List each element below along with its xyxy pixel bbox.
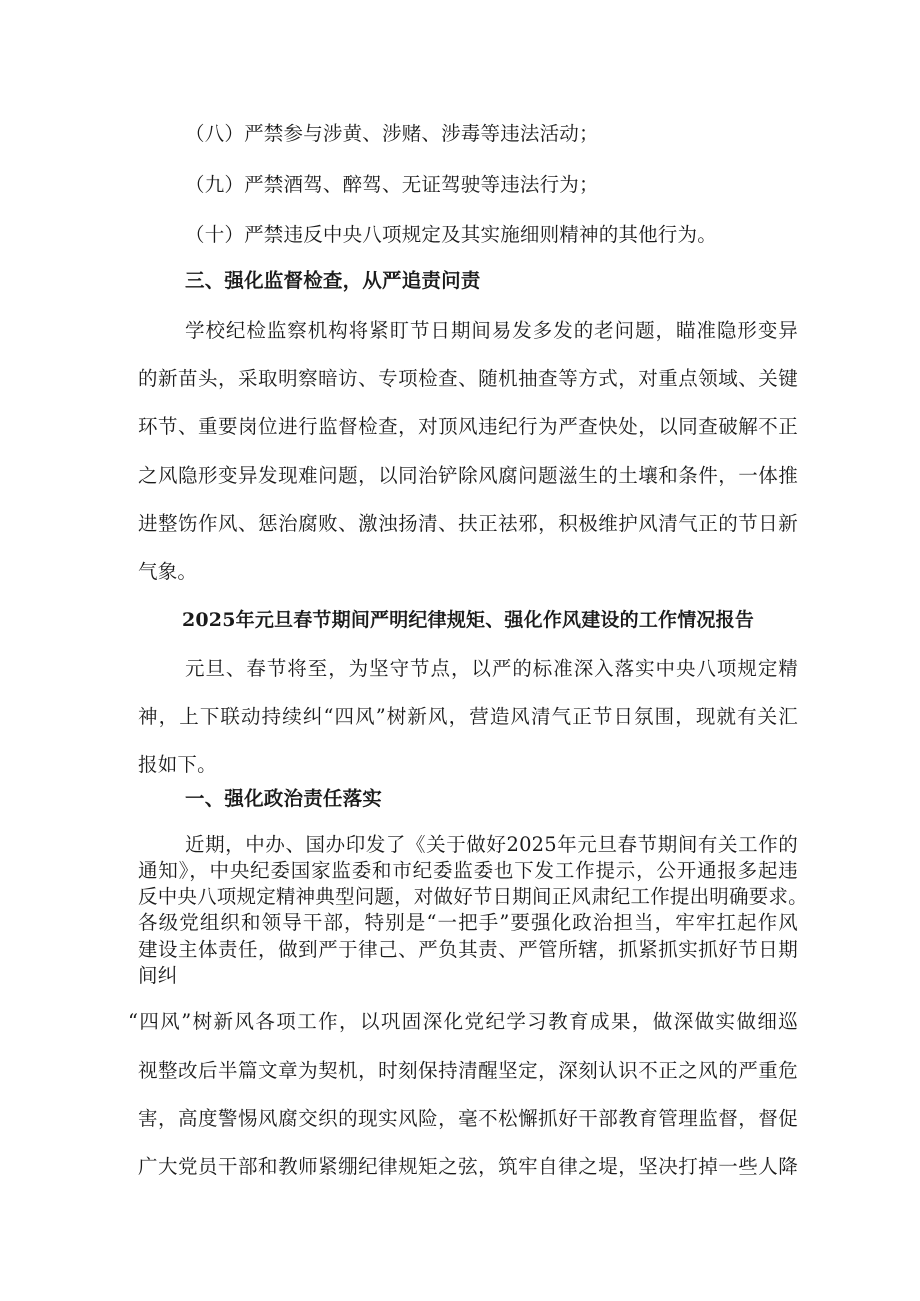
list-item: （十）严禁违反中央八项规定及其实施细则精神的其他行为。 — [185, 223, 717, 246]
paragraph-line: 间纠 — [138, 964, 178, 987]
paragraph-line: 视整改后半篇文章为契机，时刻保持清醒坚定，深刻认识不正之风的严重危 — [138, 1059, 798, 1082]
report-title: 2025年元旦春节期间严明纪律规矩、强化作风建设的工作情况报告 — [181, 609, 755, 631]
paragraph-line: 学校纪检监察机构将紧盯节日期间易发多发的老问题，瞄准隐形变异 — [185, 319, 798, 342]
paragraph-line: 之风隐形变异发现难问题，以同治铲除风腐问题滋生的土壤和条件，一体推 — [138, 464, 798, 487]
paragraph-line: 通知》，中央纪委国家监委和市纪委监委也下发工作提示，公开通报多起违 — [138, 859, 798, 882]
paragraph-line: 广大党员干部和教师紧绷纪律规矩之弦，筑牢自律之堤，坚决打掉一些人降 — [138, 1155, 798, 1178]
paragraph-line: “四风”树新风各项工作，以巩固深化党纪学习教育成果，做深做实做细巡 — [128, 1010, 798, 1033]
paragraph-line: 反中央八项规定精神典型问题，对做好节日期间正风肃纪工作提出明确要求。 — [138, 885, 808, 908]
paragraph-line: 气象。 — [138, 560, 198, 583]
paragraph-line: 各级党组织和领导干部，特别是“一把手”要强化政治担当，牢牢扛起作风 — [138, 911, 798, 934]
section-heading: 三、强化监督检查，从严追责问责 — [185, 269, 481, 292]
section-heading: 一、强化政治责任落实 — [185, 787, 383, 810]
paragraph-line: 神，上下联动持续纠“四风”树新风，营造风清气正节日氛围，现就有关汇 — [138, 705, 798, 728]
paragraph-line: 报如下。 — [138, 753, 217, 776]
paragraph-line: 环节、重要岗位进行监督检查，对顶风违纪行为严查快处，以同查破解不正 — [138, 415, 798, 438]
paragraph-line: 近期，中办、国办印发了《关于做好2025年元旦春节期间有关工作的 — [185, 833, 798, 856]
list-item: （八）严禁参与涉黄、涉赌、涉毒等违法活动； — [185, 122, 599, 145]
paragraph-line: 元旦、春节将至，为坚守节点，以严的标准深入落实中央八项规定精 — [185, 657, 798, 680]
list-item: （九）严禁酒驾、醉驾、无证驾驶等违法行为； — [185, 173, 599, 196]
paragraph-line: 害，高度警惕风腐交织的现实风险，毫不松懈抓好干部教育管理监督，督促 — [138, 1107, 798, 1130]
paragraph-line: 进整饬作风、惩治腐败、激浊扬清、扶正祛邪，积极维护风清气正的节日新 — [138, 512, 798, 535]
paragraph-line: 建设主体责任，做到严于律己、严负其责、严管所辖，抓紧抓实抓好节日期 — [138, 938, 798, 961]
paragraph-line: 的新苗头，采取明察暗访、专项检查、随机抽查等方式，对重点领域、关键 — [138, 367, 798, 390]
